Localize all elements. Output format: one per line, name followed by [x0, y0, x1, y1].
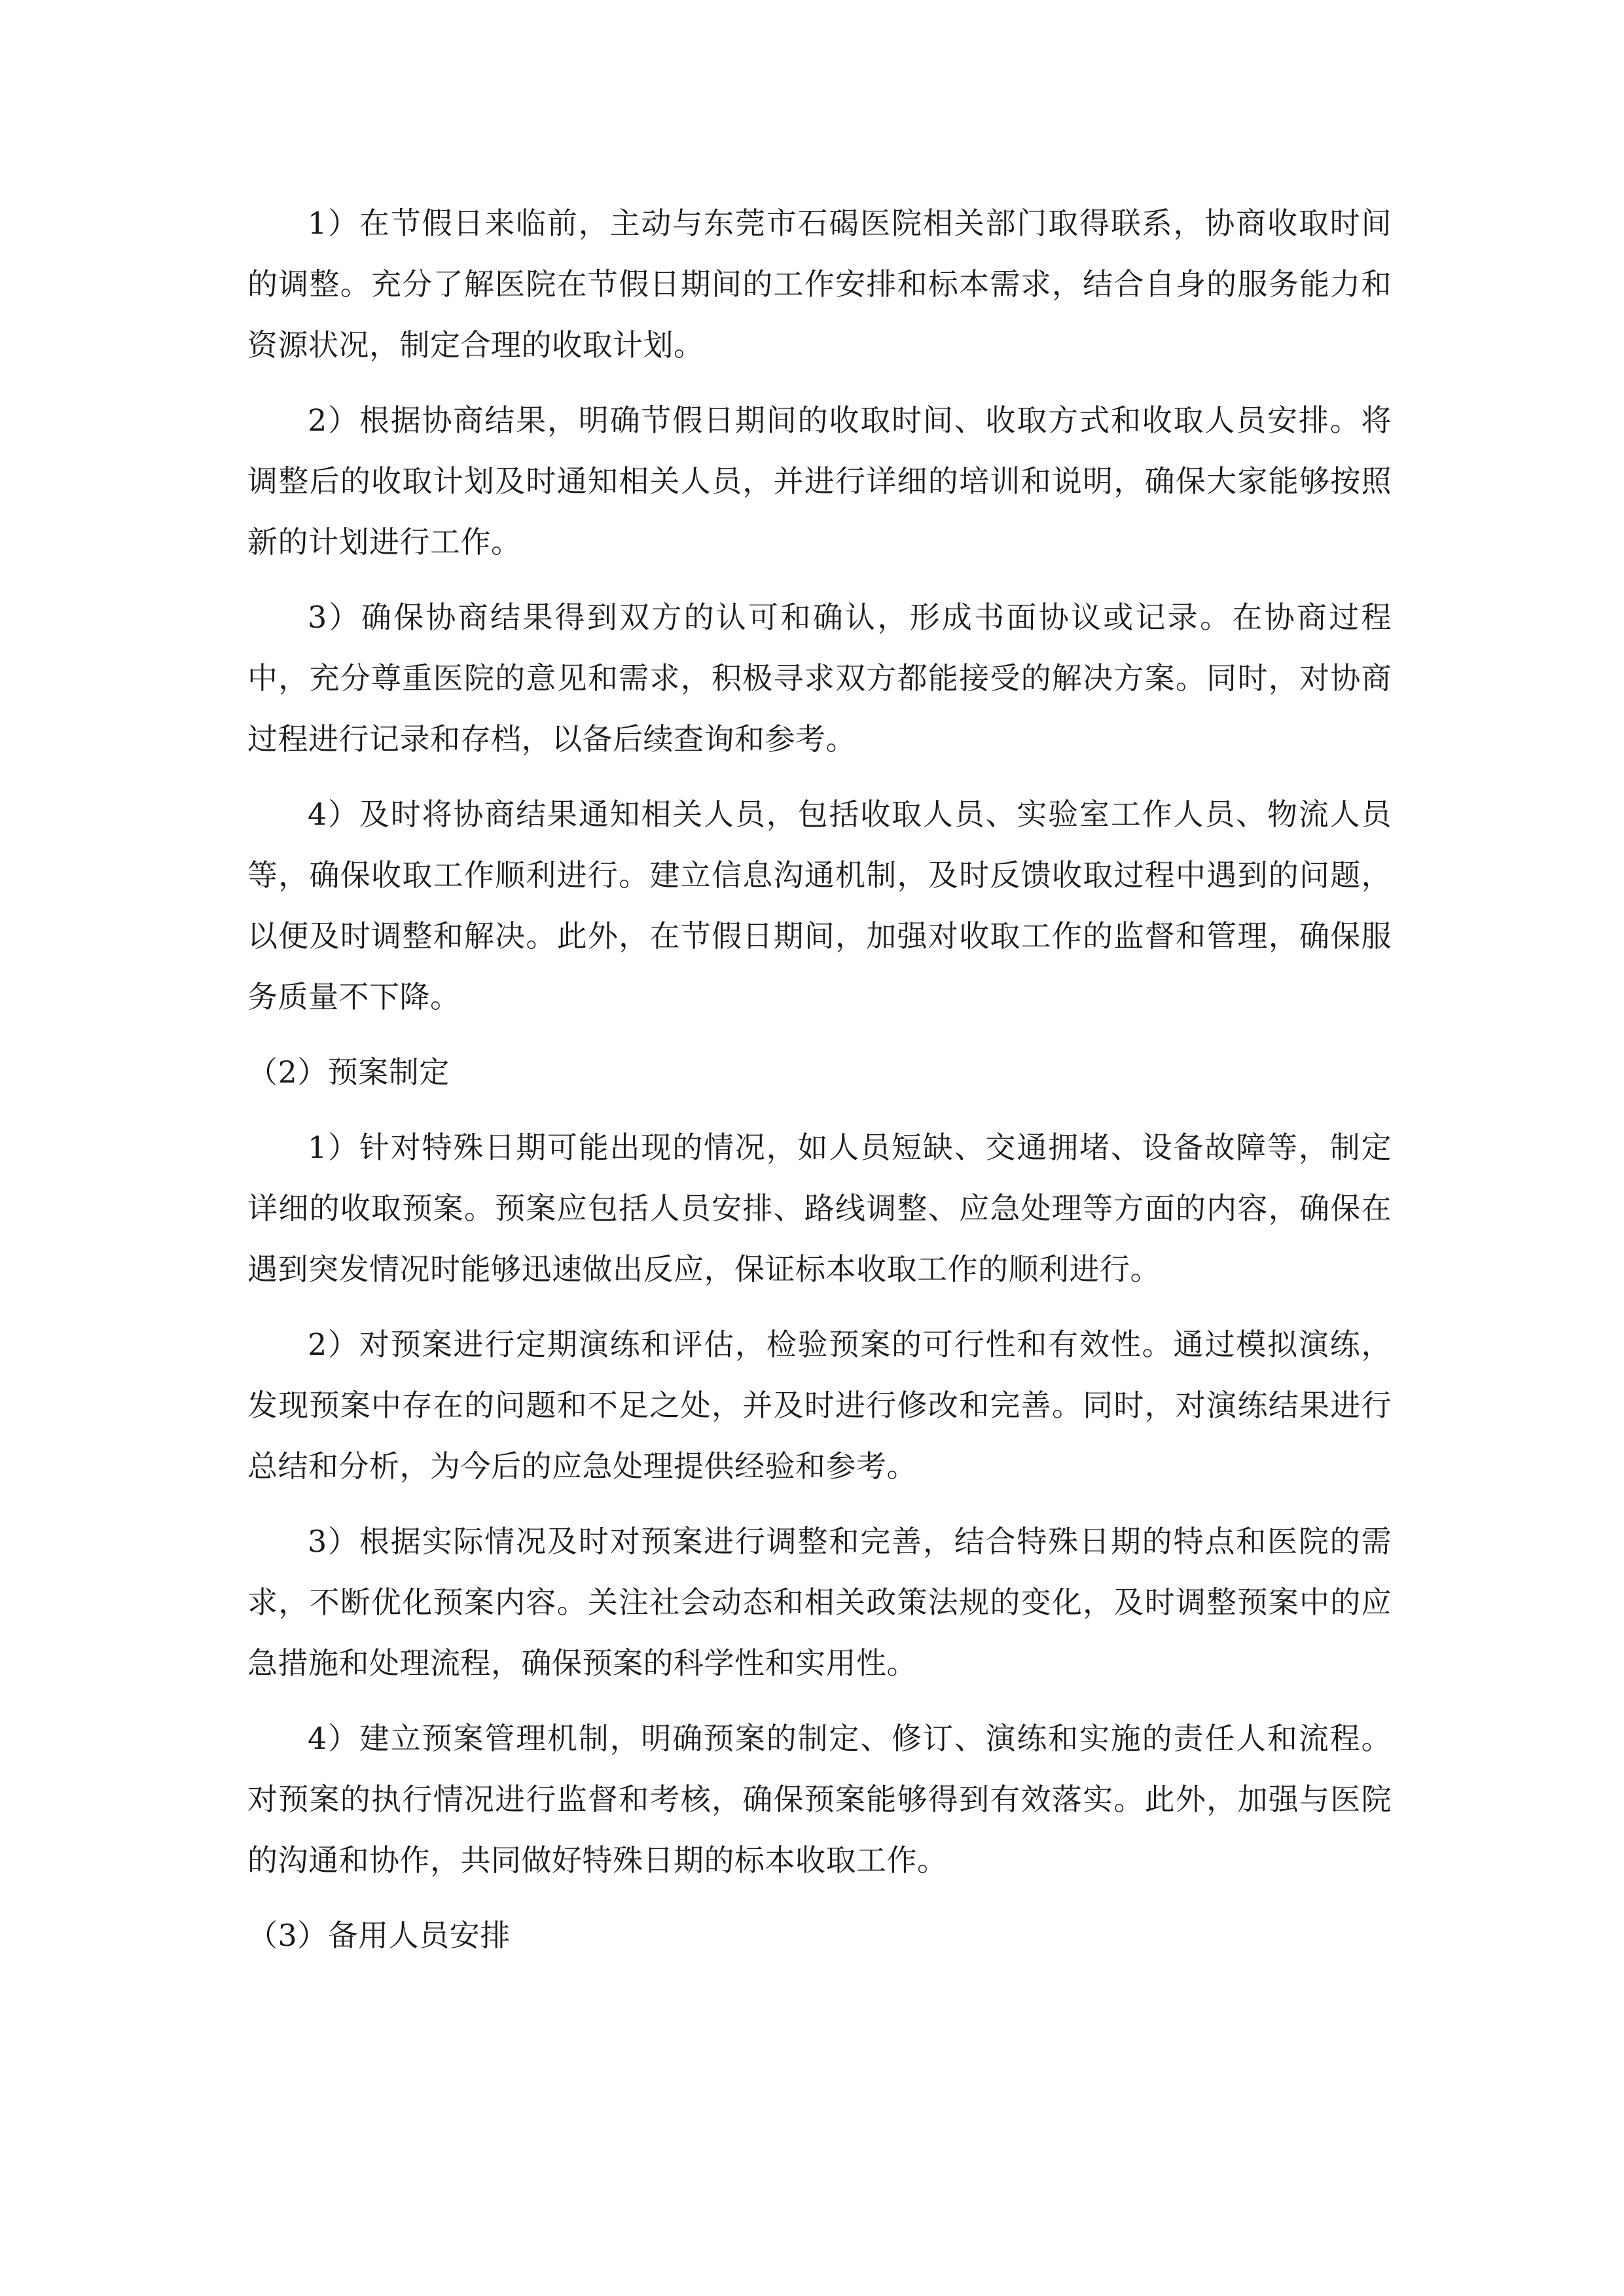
- paragraph-plan-adjustment: 3）根据实际情况及时对预案进行调整和完善，结合特殊日期的特点和医院的需求，不断优化预案内容。关注社会动态和相关政策法规的变化，及时调整预案中的应急措施和处理流程，确保预案的科学性和实用性。: [247, 1524, 1392, 1681]
- paragraph-holiday-contact: 1）在节假日来临前，主动与东莞市石碣医院相关部门取得联系，协商收取时间的调整。充分了解医院在节假日期间的工作安排和标本需求，结合自身的服务能力和资源状况，制定合理的收取计划。: [247, 206, 1392, 363]
- document-body: [247, 193, 1392, 1981]
- paragraph-schedule-notice: 2）根据协商结果，明确节假日期间的收取时间、收取方式和收取人员安排。将调整后的收取计划及时通知相关人员，并进行详细的培训和说明，确保大家能够按照新的计划进行工作。: [247, 403, 1392, 560]
- paragraph-contingency-plan: 1）针对特殊日期可能出现的情况，如人员短缺、交通拥堵、设备故障等，制定详细的收取预案。预案应包括人员安排、路线调整、应急处理等方面的内容，确保在遇到突发情况时能够迅速做出反应，保证标本收取工作的顺利进行。: [247, 1130, 1392, 1287]
- paragraph-communication: 4）及时将协商结果通知相关人员，包括收取人员、实验室工作人员、物流人员等，确保收取工作顺利进行。建立信息沟通机制，及时反馈收取过程中遇到的问题，以便及时调整和解决。此外，在节假日期间，加强对收取工作的监督和管理，确保服务质量不下降。: [247, 797, 1392, 1014]
- paragraph-agreement-record: 3）确保协商结果得到双方的认可和确认，形成书面协议或记录。在协商过程中，充分尊重医院的意见和需求，积极寻求双方都能接受的解决方案。同时，对协商过程进行记录和存档，以备后续查询和参考。: [247, 600, 1392, 757]
- section-heading-contingency: （2）预案制定: [247, 1054, 450, 1090]
- section-heading-backup-staff: （3）备用人员安排: [247, 1918, 511, 1953]
- paragraph-plan-management: 4）建立预案管理机制，明确预案的制定、修订、演练和实施的责任人和流程。对预案的执行情况进行监督和考核，确保预案能够得到有效落实。此外，加强与医院的沟通和协作，共同做好特殊日期的标本收取工作。: [247, 1721, 1392, 1878]
- paragraph-drill-evaluation: 2）对预案进行定期演练和评估，检验预案的可行性和有效性。通过模拟演练，发现预案中存在的问题和不足之处，并及时进行修改和完善。同时，对演练结果进行总结和分析，为今后的应急处理提供经验和参考。: [247, 1327, 1392, 1484]
